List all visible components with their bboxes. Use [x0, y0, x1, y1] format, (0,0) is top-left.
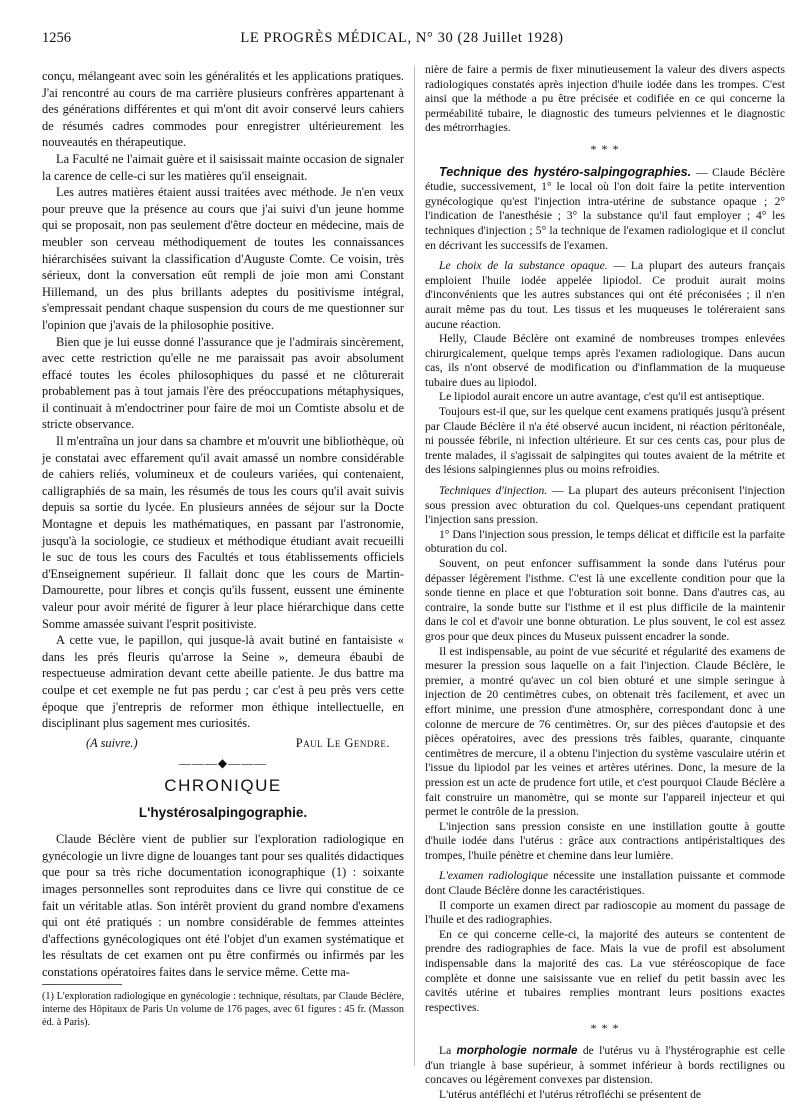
paragraph: Bien que je lui eusse donné l'assurance que je l'admirais sincèrement, avec cette restriction qu'elle ne me paraissait pas avoir absolument effacé toutes les écoles philosophiques du passé et ne clôturerait probablement pas à tout jamais l'ère des préoccupations métaphysiques, il continuait à m'endoctriner pour faire de moi un Comtiste absolu et de stricte observance. [42, 334, 404, 432]
page-number: 1256 [42, 30, 71, 46]
paragraph: Souvent, on peut enfoncer suffisamment la sonde dans l'utérus pour dépasser légèrement l'isthme. C'est là une excellente condition pour que la sonde tienne en place et que l'obturation soit bonne. Dans d'autres cas, au contraire, la sonde butte sur l'isthme et il est plus difficile de la maintenir dans le col et d'avoir une bonne obturation. Le plus souvent, le col est assez gros pour que deux pinces du Museux puissent encadrer la sonde. [425, 557, 785, 643]
paragraph-examen [425, 869, 785, 898]
section-heading: Techniques d'injection. [439, 484, 548, 498]
paragraph: Les autres matières étaient aussi traitées avec méthode. Je n'en veux pour preuve que la présence au cours que j'ai suivi d'un jeune homme qui se proposait, non pas seulement d'être docteur en médecine, mais de meubler son cerveau méthodiquement de toutes les connaissances hiérarchisées suivant la classification d'Auguste Comte. Ce voisin, très sérieux, dont la conversation eût rempli de joie mon ami Constant Hillemand, un des plus brillants adeptes du positivisme intégral, s'empressait pendant chaque suspension du cours de me questionner sur l'opinion que j'avais de la philosophie positive. [42, 185, 404, 332]
section-heading: morphologie normale [456, 1044, 578, 1057]
asterism-icon: * * * [590, 1021, 620, 1036]
author-signature: Paul Le Gendre. [295, 735, 390, 750]
journal-title: LE PROGRÈS MÉDICAL, N° 30 (28 Juillet 1928) [240, 30, 564, 46]
paragraph: Il comporte un examen direct par radioscopie au moment du passage de l'huile et des radiographies. [425, 898, 785, 927]
asterism-icon: * * * [590, 141, 620, 156]
paragraph: En ce qui concerne celle-ci, la majorité des auteurs se contentent de prendre des radiographies de face. Mais la vue de profil est absolument indispensable dans la majorité des cas. La vue stéréoscopique de face complète et donne une saisissante vue en relief du petit bassin avec les cavités utérine et tubaires remplies montrant leurs positions exactes respectives. [425, 927, 785, 1014]
paragraph-choix [425, 259, 785, 332]
paragraph: La Faculté ne l'aimait guère et il saisissait mainte occasion de signaler la carence de celle-ci sur les matières qu'il enseignait. [42, 151, 404, 183]
paragraph: Toujours est-il que, sur les quelque cent examens pratiqués jusqu'à présent par Claude Béclère il n'a été observé aucun incident, ni réaction péritonéale, ni poussée fébrile, ni infection ultérieure. Et sur ces cents cas, pour plus de trente malades, il s'agissait de salpingites qui toutes avaient de la métrite et des lésions salpingiennes plus ou moins refroidies. [425, 405, 785, 477]
left-column [42, 68, 404, 1029]
section-heading: Technique des hystéro-salpingographies. [439, 164, 692, 179]
paragraph: Claude Béclère vient de publier sur l'exploration radiologique en gynécologie un livre digne de louanges tant pour ses qualités didactiques que pour sa très riche documentation iconographique (1) : soixante images personnelles sont reproduites dans ce livre qui constitue de ce fait un véritable atlas. Son intérêt provient du grand nombre d'examens qui ont été pratiqués : un nombre considérable de femmes atteintes d'affections gynécologiques ont été l'objet d'un examen systématique et les résultats de cet examen ont pu être confirmés ou infirmés par les constations opératoires faites dans le service même. Cette ma- [42, 832, 404, 979]
paragraph: 1° Dans l'injection sous pression, le temps délicat et difficile est la parfaite obturation du col. [425, 527, 785, 556]
section-heading: L'examen radiologique [439, 869, 549, 883]
paragraph: conçu, mélangeant avec soin les généralités et les applications pratiques. J'ai rencontré au cours de ma carrière plusieurs confrères appartenant à des générations différentes et qui m'ont dit avoir conservé leurs cahiers de résumés cadres commodes pour enregistrer ultérieurement les nouveautés en thérapeutique. [42, 69, 404, 150]
footnote [42, 984, 404, 1029]
to-be-continued: (A suivre.) [86, 735, 138, 750]
section-body: de l'utérus vu à l'hystérographie est celle d'un triangle à base supérieur, à sommet inférieur à bords rectilignes ou concaves ou légèrement convexes par distension. [425, 1044, 785, 1087]
signature-line [42, 735, 404, 752]
column-divider [414, 66, 415, 1066]
divider-ornament-icon: ———◆——— [178, 756, 268, 771]
paragraph: L'utérus antéfléchi et l'utérus rétrofléchi se présentent de [439, 1087, 702, 1101]
paragraph: nière de faire a permis de fixer minutieusement la valeur des divers aspects radiologiques constatés après injection d'huile iodée dans les trompes. C'est ainsi que la méthode a pu être précisée et codifiée en ce qui concerne la perméabilité tubaire, le diagnostic des tumeurs pelviennes et le diagnostic des métrorrhagies. [425, 63, 785, 135]
lead-word: La [439, 1044, 457, 1057]
section-body: — La plupart des auteurs préconisent l'injection sous pression avec obturation du col. Quelques-uns cependant pratiquent l'injection sans pression. [425, 484, 785, 527]
section-body: — Claude Béclère étudie, successivement, 1° le local où l'on doit faire la petite intervention gynécologique qu'est l'injection intra-utérine de substance opaque ; 2° l'indication de l'anesthésie ; 3° la substance qu'il faut employer ; 4° les techniques d'injection ; 5° la technique de l'examen radiologique et il conclut en décrivant les successifs de l'examen. [425, 165, 785, 252]
paragraph: Il m'entraîna un jour dans sa chambre et m'ouvrit une bibliothèque, où je constatai avec effarement qu'il avait amassé un nombre considérable de cahiers reliés, volumineux et de couleurs variées, qui contenaient, calligraphiés de sa main, les résumés de tous les cours qu'il avait suivis depuis sa sortie du lycée. En plusieurs années de séjour sur la Docte Montagne et depuis les mathématiques, en passant par l'astronomie, jusqu'à la sociologie, ce studieux et méthodique étudiant avait recueilli le suc de tous les cours des Facultés et tous établissements officiels d'Enseignement supérieur. Il fallait donc que les cours de Martin-Damourette, pour libres et conçis qu'ils fussent, eussent une éminente valeur pour avoir mérité de figurer à leur place hiérarchique dans cette Somme amassée suivant l'esprit positiviste. [42, 434, 404, 631]
section-body: — La plupart des auteurs français emploient l'huile iodée appelée lipiodol. Ce produit aurait moins d'inconvénients que les autres substances qui ont été préconisées ; il n'en aurait même pas du tout. Les tissus et les muqueuses le toléreraient sans aucune réaction. [425, 259, 785, 331]
paragraph: A cette vue, le papillon, qui jusque-là avait butiné en fantaisiste « dans les prés fleuris qu'arrose la Seine », demeura ébaubi de respectueuse admiration devant cette abeille patiente. Je dus battre ma coulpe et cet exemple ne fut pas perdu ; car c'est à peu près vers cette époque que j'entrepris de reformer mon éthique intellectuelle, en disciplinant plus sagement mes curiosités. [42, 633, 404, 731]
paragraph: Il est indispensable, au point de vue sécurité et régularité des examens de mesurer la pression sous laquelle on a fait l'injection. Claude Béclère, le premier, a montré qu'avec un col bien obturé et une simple seringue à injection de 20 centimètres cubes, on obtenait très facilement, et avec un effort minime, une pression d'une atmosphère, correspondant donc à une colonne de mercure de 76 centimètres. Or, sur des pièces d'autopsie et des pièces opératoires, avec des pressions très faibles, quarante, cinquante centimètres de mercure, il a obtenu l'injection du système vasculaire utérin et l'issue du lipiodol par les veines et artères utérines. Donc, la mesure de la pression est un acte de prudence fort utile, et c'est pourquoi Claude Béclère a fait construire un manomètre, qui se monte sur l'appareil injecteur et qui permet le contrôle de la pression. [425, 644, 785, 819]
paragraph: L'injection sans pression consiste en une instillation goutte à goutte d'huile iodée dans l'utérus : grâce aux contractions antipéristaltiques des trompes, l'huile pénètre et chemine dans leur lumière. [425, 819, 785, 862]
paragraph: Le lipiodol aurait encore un autre avantage, c'est qu'il est antiseptique. [439, 390, 765, 404]
section-body: nécessite une installation puissante et commode dont Claude Béclère donne les caractéristiques. [425, 869, 785, 898]
paragraph-morphologie [425, 1044, 785, 1088]
section-heading: Le choix de la substance opaque. [439, 259, 608, 273]
article-title: L'hystérosalpingographie. [138, 804, 308, 820]
paragraph-technique [425, 165, 785, 254]
section-title: CHRONIQUE [164, 775, 282, 795]
footnote-rule [42, 984, 122, 985]
right-column [425, 63, 785, 1102]
paragraph-injection [425, 484, 785, 528]
footnote-text: (1) L'exploration radiologique en gynécologie : technique, résultats, par Claude Béclère, interne des Hôpitaux de Paris Un volume de 176 pages, avec 61 figures : 45 fr. (Masson éd. à Paris). [42, 991, 404, 1028]
paragraph: Helly, Claude Béclère ont examiné de nombreuses trompes enlevées chirurgicalement, quelque temps après l'examen radiologique. Dans aucun cas, ils n'ont observé de modification ou d'inflammation de la muqueuse tubaire dues au lipiodol. [425, 332, 785, 389]
page-header [42, 30, 762, 50]
